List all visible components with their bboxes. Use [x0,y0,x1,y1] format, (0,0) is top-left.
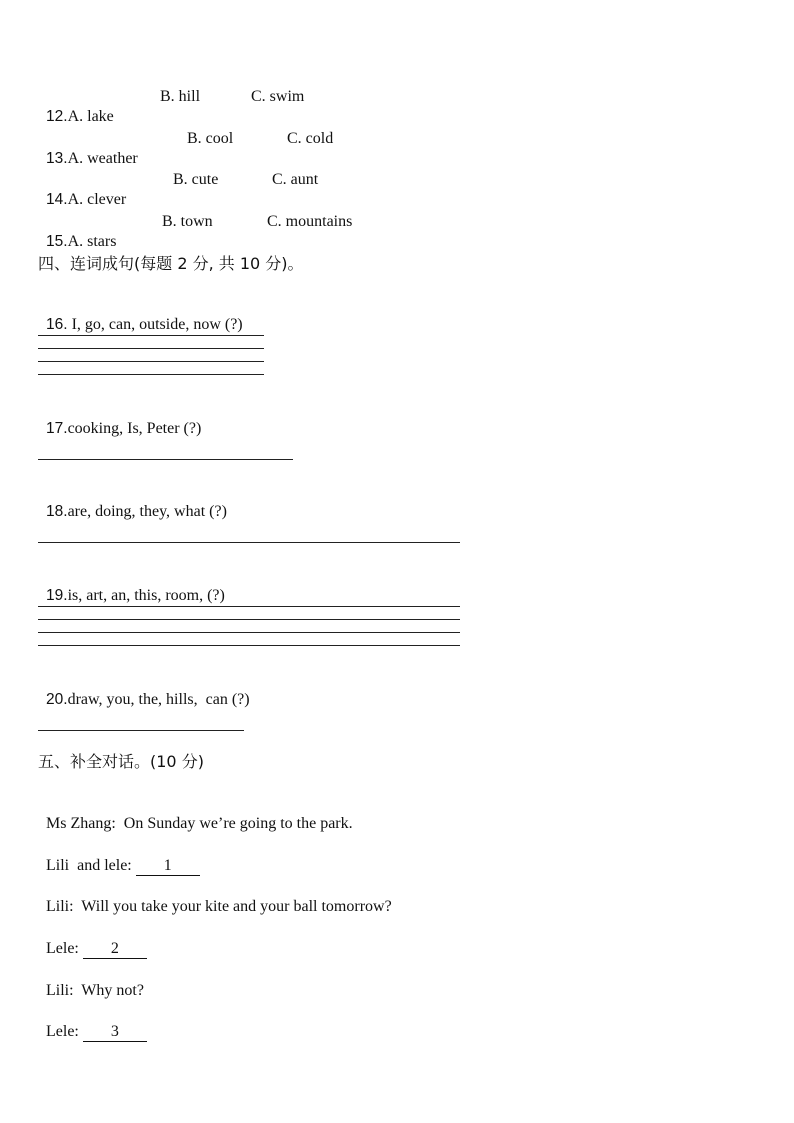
question-prompt: is, art, an, this, room, (?) [67,587,225,604]
dialogue-line [38,1002,147,1042]
question-prompt: are, doing, they, what (?) [67,503,227,520]
section-5-heading: 五、补全对话。(10 分) [38,752,204,771]
question-prompt: draw, you, the, hills, can (?) [67,691,250,708]
blank-number: 2 [110,940,119,957]
answer-line[interactable] [38,619,460,620]
question-19 [38,566,225,606]
speaker: Lili and lele: [46,857,132,874]
question-number: 15. [46,233,68,250]
answer-line[interactable] [38,459,293,460]
option-c: C. cold [287,130,334,147]
option-c: C. mountains [267,213,353,230]
question-18 [38,482,227,522]
question-prompt: I, go, can, outside, now (?) [67,316,243,333]
question-number: 19. [46,587,68,604]
option-b: B. cute [173,171,219,188]
speaker: Lele: [46,1023,79,1040]
question-number: 18. [46,503,68,520]
question-number: 14. [46,191,68,208]
answer-line[interactable] [38,632,460,633]
answer-line[interactable] [38,606,460,607]
answer-line[interactable] [38,361,264,362]
option-a: A. lake [67,108,114,125]
option-c: C. aunt [272,171,319,188]
question-number: 12. [46,108,68,125]
dialogue-text: Why not? [81,982,144,999]
answer-line[interactable] [38,335,264,336]
dialogue-text: On Sunday we’re going to the park. [123,815,353,832]
answer-line[interactable] [38,542,460,543]
question-prompt: cooking, Is, Peter (?) [67,420,202,437]
dialogue-line [38,877,392,917]
dialogue-line [38,836,200,876]
question-number: 16. [46,316,68,333]
option-b: B. town [162,213,213,230]
answer-blank[interactable] [136,857,200,876]
question-17 [38,399,201,439]
answer-blank[interactable] [83,940,147,959]
option-a: A. clever [67,191,127,208]
option-b: B. cool [187,130,234,147]
blank-number: 3 [110,1023,119,1040]
question-number: 13. [46,150,68,167]
option-a: A. weather [67,150,138,167]
dialogue-text: Will you take your kite and your ball tomorrow? [81,898,392,915]
option-c: C. swim [251,88,305,105]
question-number: 20. [46,691,68,708]
option-b: B. hill [160,88,201,105]
speaker: Lele: [46,940,79,957]
answer-line[interactable] [38,730,244,731]
dialogue-line [38,961,144,1001]
question-20 [38,670,250,710]
speaker: Ms Zhang: [46,815,116,832]
option-a: A. stars [67,233,117,250]
answer-line[interactable] [38,348,264,349]
answer-blank[interactable] [83,1023,147,1042]
dialogue-line [38,794,353,834]
answer-line[interactable] [38,645,460,646]
answer-line[interactable] [38,374,264,375]
blank-number: 1 [163,857,172,874]
dialogue-line [38,919,147,959]
section-4-heading: 四、连词成句(每题 2 分, 共 10 分)。 [38,254,304,273]
speaker: Lili: [46,982,74,999]
speaker: Lili: [46,898,74,915]
question-16 [38,295,243,335]
question-number: 17. [46,420,68,437]
